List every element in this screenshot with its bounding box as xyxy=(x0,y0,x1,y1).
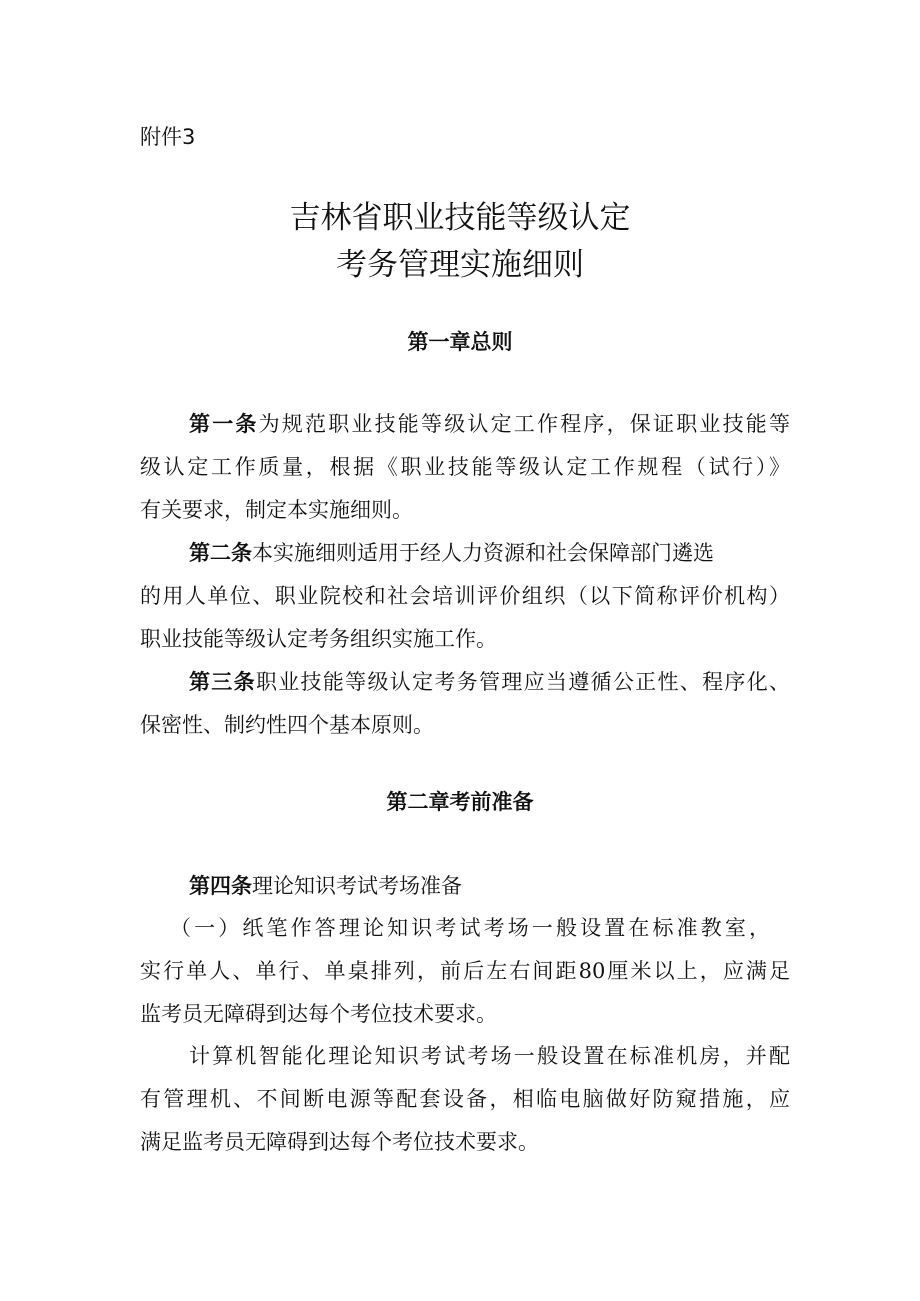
article4-item1-line2: 实行单人、单行、单桌排列，前后左右间距80厘米以上，应满足 xyxy=(140,959,790,983)
article2-label: 第二条 xyxy=(189,541,252,565)
article3-label: 第三条 xyxy=(189,670,256,694)
article3-line1 xyxy=(189,668,790,696)
article2-line2: 的用人单位、职业院校和社会培训评价组织（以下简称评价机构） xyxy=(140,584,790,608)
article4-line1 xyxy=(189,872,790,900)
article1-text1: 为规范职业技能等级认定工作程序，保证职业技能等 xyxy=(258,412,791,436)
article1-label: 第一条 xyxy=(189,412,259,436)
attachment-label: 附件3 xyxy=(140,125,196,149)
article1-line2: 级认定工作质量，根据《职业技能等级认定工作规程（试行）》 xyxy=(140,455,790,479)
article2-line3: 职业技能等级认定考务组织实施工作。 xyxy=(140,627,497,651)
article4-para2-line2: 有管理机、不间断电源等配套设备，相临电脑做好防窥措施，应 xyxy=(140,1087,790,1111)
chapter2-heading: 第二章考前准备 xyxy=(386,790,534,814)
article2-line1 xyxy=(189,539,769,567)
chapter1-heading: 第一章总则 xyxy=(407,330,513,354)
document-title-line2: 考务管理实施细则 xyxy=(336,247,584,283)
article1-line1 xyxy=(189,410,790,438)
article4-item1-line1: （一）纸笔作答理论知识考试考场一般设置在标准教室， xyxy=(170,916,770,940)
document-title-line1: 吉林省职业技能等级认定 xyxy=(289,200,631,236)
article4-text1: 理论知识考试考场准备 xyxy=(252,874,462,898)
article1-line3: 有关要求，制定本实施细则。 xyxy=(140,498,413,522)
article3-text1: 职业技能等级认定考务管理应当遵循公正性、程序化、 xyxy=(255,670,791,694)
article4-label: 第四条 xyxy=(189,874,252,898)
article4-para2-line3: 满足监考员无障碍到达每个考位技术要求。 xyxy=(140,1130,539,1154)
article2-text1: 本实施细则适用于经人力资源和社会保障部门遴选 xyxy=(252,541,714,565)
article4-item1-line3: 监考员无障碍到达每个考位技术要求。 xyxy=(140,1002,497,1026)
article3-line2: 保密性、制约性四个基本原则。 xyxy=(140,713,434,737)
article4-para2-line1: 计算机智能化理论知识考试考场一般设置在标准机房，并配 xyxy=(189,1044,790,1068)
